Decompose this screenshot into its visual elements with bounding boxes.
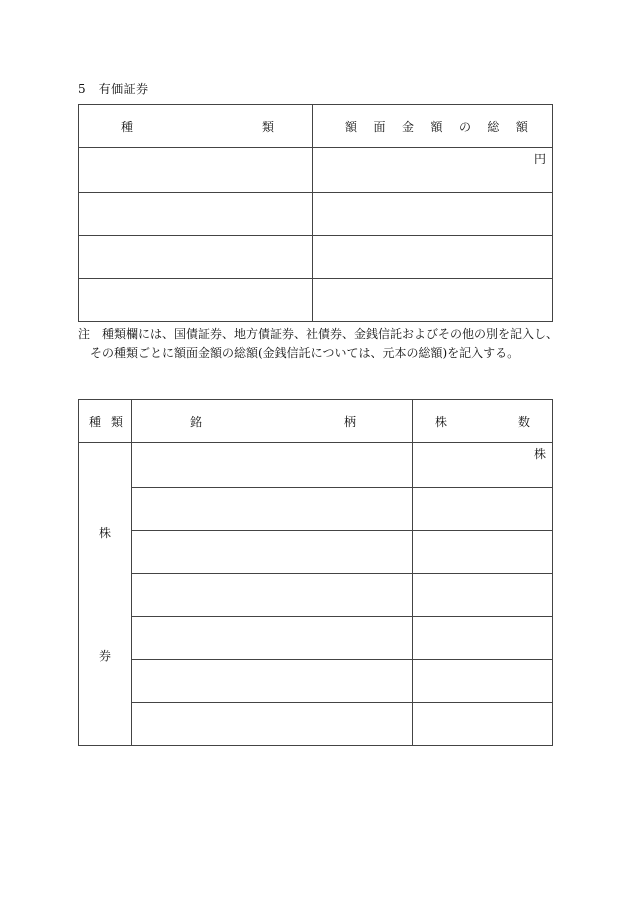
shares-cell[interactable]	[413, 703, 553, 746]
category-cell-stocks	[79, 443, 132, 746]
header-char: 総	[487, 119, 500, 134]
issue-cell[interactable]	[132, 531, 413, 574]
header-char: 種	[89, 414, 102, 429]
yen-unit: 円	[533, 152, 546, 166]
amount-cell[interactable]	[313, 148, 553, 193]
table-row	[79, 617, 553, 660]
table-row	[79, 703, 553, 746]
issue-cell[interactable]	[132, 488, 413, 531]
note-line-2: その種類ごとに額面金額の総額(金銭信託については、元本の総額)を記入する。	[90, 346, 520, 360]
table-row	[79, 443, 553, 488]
shares-cell[interactable]	[413, 617, 553, 660]
table-row	[79, 279, 553, 322]
shares-unit: 株	[533, 447, 546, 461]
header-share-count	[413, 400, 553, 443]
table-row	[79, 193, 553, 236]
table-header-row	[79, 400, 553, 443]
header-char: 類	[110, 414, 123, 429]
category-char-2: 券	[98, 649, 111, 663]
header-char: 額	[345, 119, 358, 134]
shares-cell[interactable]	[413, 574, 553, 617]
table-row	[79, 236, 553, 279]
header-face-value-total	[313, 105, 553, 148]
header-char: 面	[373, 119, 386, 134]
header-type	[79, 400, 132, 443]
type-cell[interactable]	[79, 193, 313, 236]
amount-cell[interactable]	[313, 193, 553, 236]
table-header-row	[79, 105, 553, 148]
type-cell[interactable]	[79, 279, 313, 322]
table-row	[79, 148, 553, 193]
header-type-char-2: 類	[261, 119, 274, 134]
shares-cell[interactable]	[413, 443, 553, 488]
header-char: 額	[515, 119, 528, 134]
issue-cell[interactable]	[132, 703, 413, 746]
type-cell[interactable]	[79, 148, 313, 193]
header-char: 株	[435, 414, 448, 429]
table-row	[79, 488, 553, 531]
issue-cell[interactable]	[132, 660, 413, 703]
header-issue-name	[132, 400, 413, 443]
category-char-1: 株	[98, 526, 111, 540]
header-type-char-1: 種	[121, 119, 134, 134]
header-type	[79, 105, 313, 148]
header-char: の	[458, 119, 471, 134]
shares-cell[interactable]	[413, 531, 553, 574]
header-char: 銘	[190, 414, 203, 429]
type-cell[interactable]	[79, 236, 313, 279]
shares-cell[interactable]	[413, 488, 553, 531]
issue-cell[interactable]	[132, 617, 413, 660]
table-row	[79, 531, 553, 574]
amount-cell[interactable]	[313, 279, 553, 322]
header-char: 額	[430, 119, 443, 134]
stocks-table	[78, 399, 553, 746]
shares-cell[interactable]	[413, 660, 553, 703]
section-heading: 5 有価証券	[78, 82, 149, 96]
header-char: 柄	[343, 414, 356, 429]
header-char: 金	[401, 119, 414, 134]
header-char: 数	[517, 414, 530, 429]
note-text	[78, 325, 558, 363]
note-line-1: 注 種類欄には、国債証券、地方債証券、社債券、金銭信託およびその他の別を記入し、	[78, 327, 559, 341]
table-row	[79, 574, 553, 617]
amount-cell[interactable]	[313, 236, 553, 279]
issue-cell[interactable]	[132, 574, 413, 617]
issue-cell[interactable]	[132, 443, 413, 488]
table-row	[79, 660, 553, 703]
securities-summary-table	[78, 104, 553, 322]
